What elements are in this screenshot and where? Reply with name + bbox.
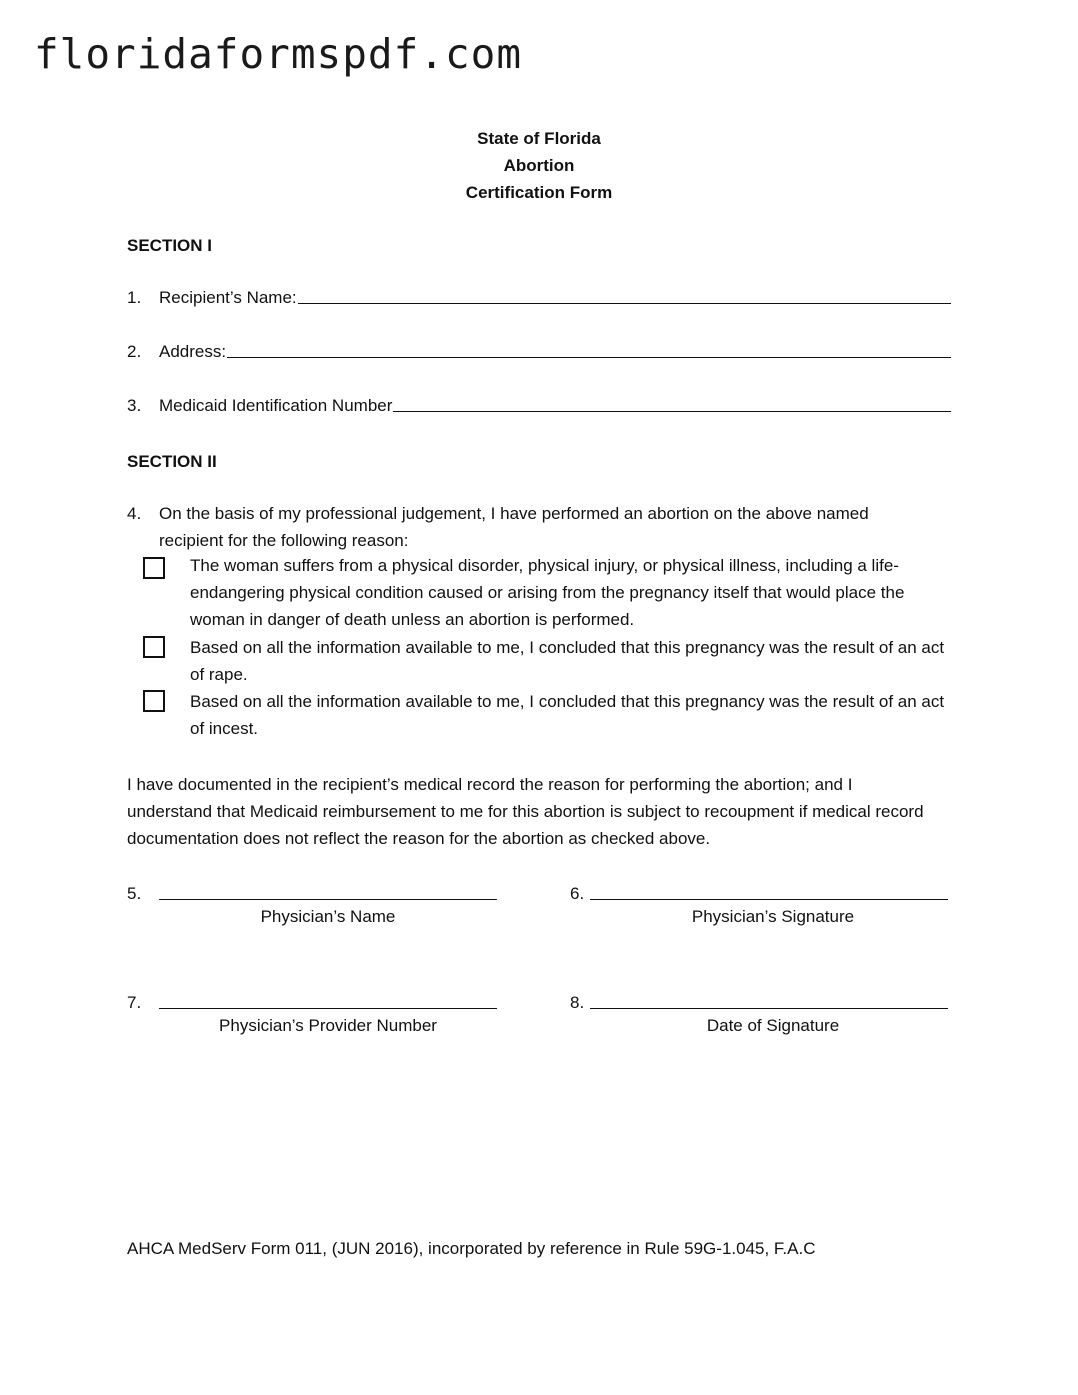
physician-signature-line[interactable]	[590, 899, 948, 900]
field-number: 5.	[127, 884, 142, 903]
physician-name-line[interactable]	[159, 899, 497, 900]
recipient-name-field[interactable]	[127, 284, 951, 308]
signature-date-field[interactable]	[570, 989, 948, 1036]
physician-signature-caption: Physician’s Signature	[691, 907, 855, 926]
reason-physical-checkbox[interactable]	[143, 557, 165, 579]
address-label: Address:	[159, 342, 227, 361]
title-form-name: Certification Form	[465, 183, 613, 202]
signature-date-line[interactable]	[590, 1008, 948, 1009]
field-number: 1.	[127, 288, 142, 307]
section-2-heading: SECTION II	[127, 452, 217, 471]
field-number: 2.	[127, 342, 142, 361]
provider-number-line[interactable]	[159, 1008, 497, 1009]
documentation-statement: I have documented in the recipient’s medical record the reason for performing the abortion; and I understand that Medicaid reimbursement to me for this abortion is subject to recoupment if medical record documentation does not reflect the reason for the abortion as checked above.	[127, 775, 924, 848]
physician-signature-field[interactable]	[570, 880, 948, 927]
field-number: 7.	[127, 993, 142, 1012]
provider-number-field[interactable]	[127, 989, 497, 1036]
physician-name-field[interactable]	[127, 880, 497, 927]
field-number: 3.	[127, 396, 142, 415]
address-field[interactable]	[127, 338, 951, 362]
recipient-name-line[interactable]	[298, 303, 951, 304]
form-title-block	[0, 125, 1078, 206]
reason-rape-checkbox[interactable]	[143, 636, 165, 658]
field-number: 4.	[127, 504, 142, 523]
reason-physical-label: The woman suffers from a physical disorder, physical injury, or physical illness, including a life-endangering physical condition caused or arising from the pregnancy itself that would place the woman in danger of death unless an abortion is performed.	[190, 556, 905, 629]
field-number: 8.	[570, 993, 585, 1012]
reason-incest-checkbox[interactable]	[143, 690, 165, 712]
reason-statement	[127, 500, 927, 554]
address-line[interactable]	[227, 357, 951, 358]
recipient-name-label: Recipient’s Name:	[159, 288, 297, 307]
site-watermark: floridaformspdf.com	[34, 30, 522, 78]
section-1-heading: SECTION I	[127, 236, 213, 255]
reason-rape-label: Based on all the information available to me, I concluded that this pregnancy was the result of an act of rape.	[190, 638, 945, 684]
physician-name-caption: Physician’s Name	[260, 907, 396, 926]
title-state: State of Florida	[477, 129, 601, 148]
medicaid-id-label: Medicaid Identification Number	[159, 396, 393, 415]
medicaid-id-field[interactable]	[127, 392, 951, 416]
field-number: 6.	[570, 884, 585, 903]
reason-statement-text: On the basis of my professional judgement, I have performed an abortion on the above named recipient for the following reason:	[159, 504, 869, 550]
signature-date-caption: Date of Signature	[706, 1016, 840, 1035]
reason-incest-label: Based on all the information available to me, I concluded that this pregnancy was the result of an act of incest.	[190, 692, 945, 738]
title-subject: Abortion	[503, 156, 575, 175]
provider-number-caption: Physician’s Provider Number	[219, 1016, 437, 1035]
medicaid-id-line[interactable]	[393, 411, 951, 412]
form-footer: AHCA MedServ Form 011, (JUN 2016), incorporated by reference in Rule 59G-1.045, F.A.C	[127, 1239, 816, 1258]
